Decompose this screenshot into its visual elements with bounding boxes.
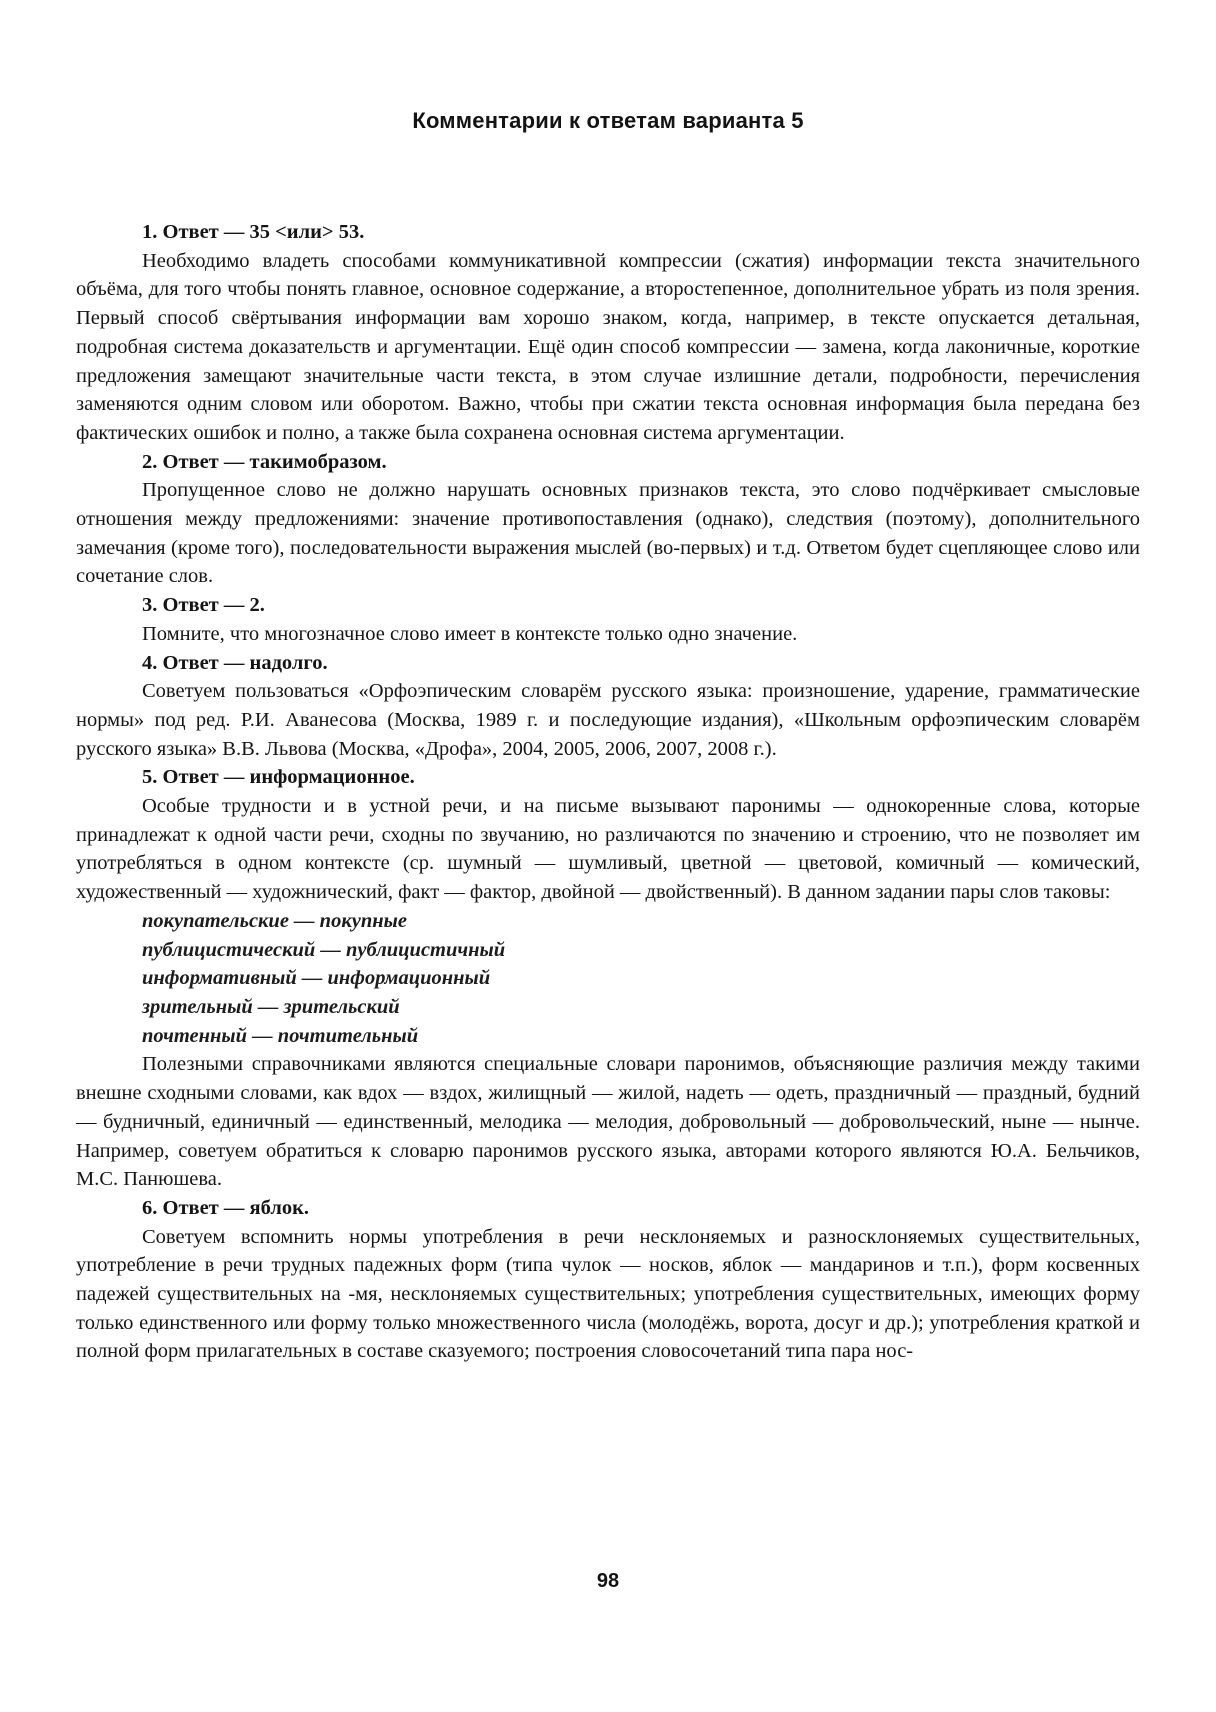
commentary-paragraph: Необходимо владеть способами коммуникативной компрессии (сжатия) информации текста значительного объёма, для того чтобы понять главное, основное содержание, а второстепенное, дополнительное убрать из поля зрения. Первый способ свёртывания информации вам хорошо знаком, когда, например, в тексте опускается детальная, подробная система доказательств и аргументации. Ещё один способ компрессии — замена, когда лаконичные, короткие предложения замещают значительные части текста, в этом случае излишние детали, подробности, перечисления заменяются одним словом или оборотом. Важно, чтобы при сжатии текста основная информация была передана без фактических ошибок и полно, а также была сохранена основная система аргументации.: [76, 249, 1140, 444]
commentary-paragraph: Особые трудности и в устной речи, и на письме вызывают паронимы — однокоренные слова, которые принадлежат к одной части речи, сходны по звучанию, но различаются по значению и строению, что не позволяет им употребляться в одном контексте (ср. шумный — шумливый, цветной — цветовой, комичный — комический, художественный — художнический, факт — фактор, двойной — двойственный). В данном задании пары слов таковы:: [76, 795, 1140, 904]
commentary-paragraph: Помните, что многозначное слово имеет в контексте только одно значение.: [142, 622, 798, 645]
word-pair: покупательские — покупные: [142, 909, 407, 932]
commentary-paragraph: Советуем пользоваться «Орфоэпическим словарём русского языка: произношение, ударение, грамматические нормы» под ред. Р.И. Аванесова (Москва, 1989 г. и последующие издания), «Школьным орфоэпическим словарём русского языка» В.В. Львова (Москва, «Дрофа», 2004, 2005, 2006, 2007, 2008 г.).: [76, 680, 1140, 760]
word-pair: публицистический — публицистичный: [142, 938, 506, 961]
word-pair: зрительный — зрительский: [142, 995, 400, 1018]
answer-heading: 4. Ответ — надолго.: [142, 651, 328, 674]
page-content: [76, 218, 1140, 1366]
answer-heading: 1. Ответ — 35 <или> 53.: [142, 221, 365, 243]
answer-heading: 6. Ответ — яблок.: [142, 1196, 310, 1219]
commentary-paragraph: Советуем вспомнить нормы употребления в речи несклоняемых и разносклоняемых существительных, употребление в речи трудных падежных форм (типа чулок — носков, яблок — мандаринов и т.п.), форм косвенных падежей существительных на -мя, несклоняемых существительных; употребления существительных, имеющих форму только единственного или форму только множественного числа (молодёжь, ворота, досуг и др.); употребления краткой и полной форм прилагательных в составе сказуемого; построения словосочетаний типа пара нос-: [76, 1225, 1140, 1363]
answer-heading: 2. Ответ — такимобразом.: [142, 450, 387, 473]
commentary-paragraph: Пропущенное слово не должно нарушать основных признаков текста, это слово подчёркивает смысловые отношения между предложениями: значение противопоставления (однако), следствия (поэтому), дополнительного замечания (кроме того), последовательности выражения мыслей (во-первых) и т.д. Ответом будет сцепляющее слово или сочетание слов.: [76, 479, 1140, 588]
word-pair: почтенный — почтительный: [142, 1024, 419, 1047]
word-pair: информативный — информационный: [142, 967, 491, 990]
page-number: 98: [596, 1570, 620, 1592]
answer-heading: 5. Ответ — информационное.: [142, 766, 415, 789]
answer-heading: 3. Ответ — 2.: [142, 594, 265, 617]
page-title: Комментарии к ответам варианта 5: [412, 108, 804, 133]
commentary-paragraph: Полезными справочниками являются специальные словари паронимов, объясняющие различия между такими внешне сходными словами, как вдох — вздох, жилищный — жилой, надеть — одеть, праздничный — праздный, будний — будничный, единичный — единственный, мелодика — мелодия, добровольный — добровольческий, ныне — нынче. Например, советуем обратиться к словарю паронимов русского языка, авторами которого являются Ю.А. Бельчиков, М.С. Панюшева.: [76, 1053, 1140, 1191]
